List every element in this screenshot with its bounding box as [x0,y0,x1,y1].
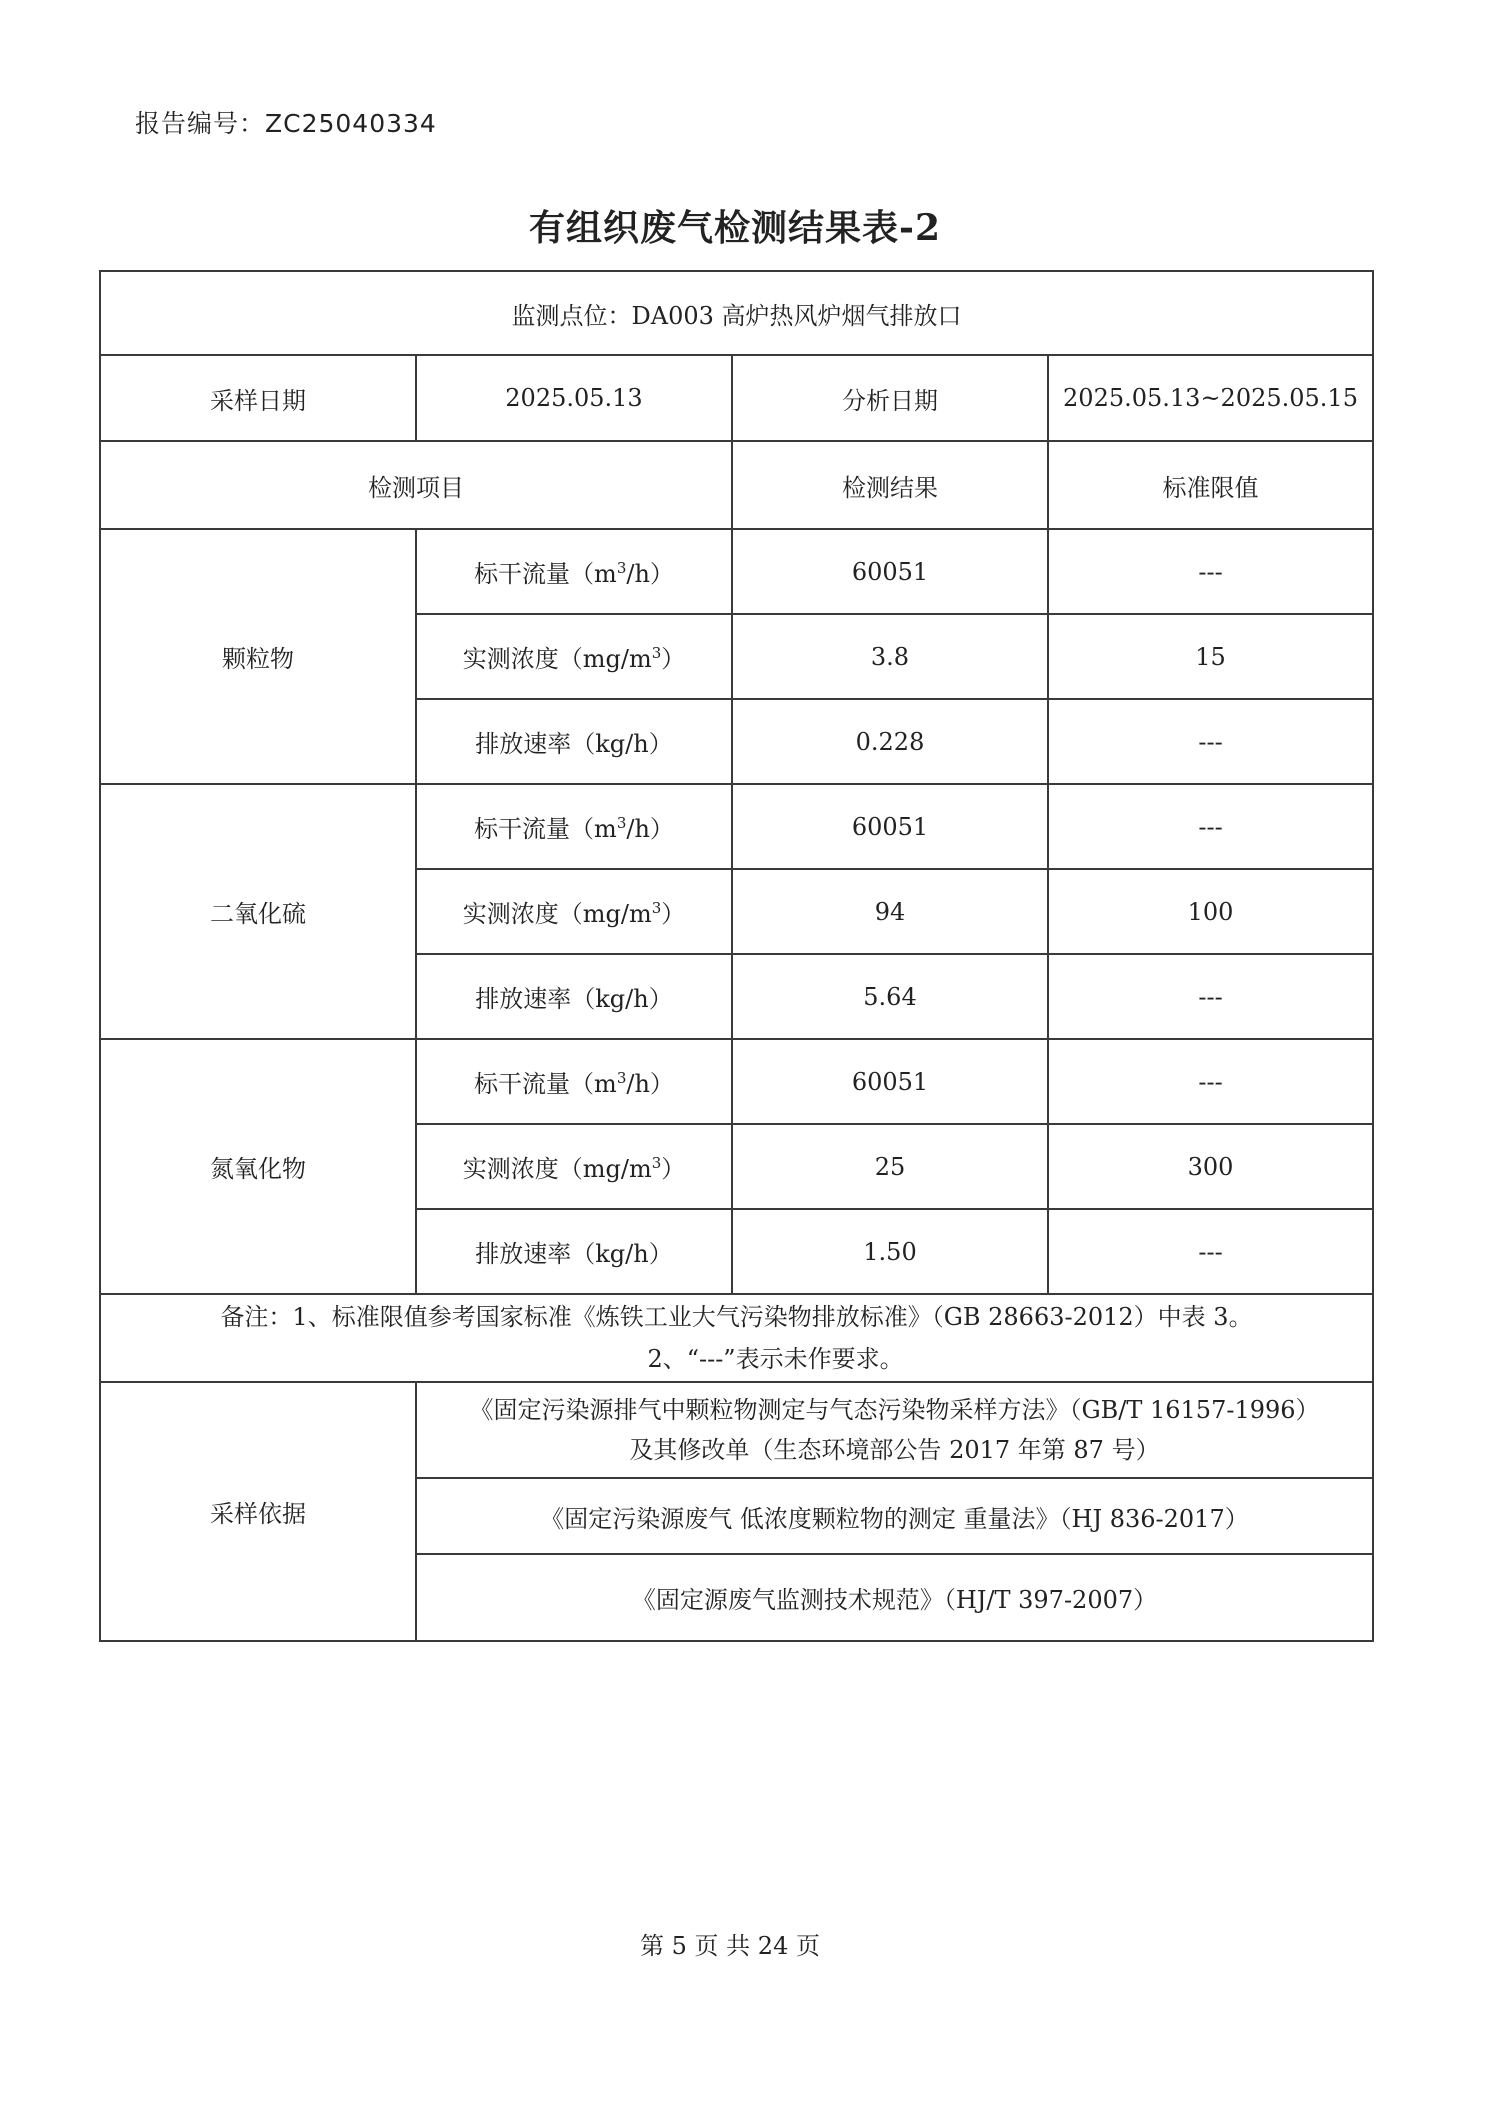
limit-value: 100 [1048,869,1373,954]
header-limit: 标准限值 [1048,441,1373,529]
notes-row [100,1294,1373,1382]
sampling-date: 2025.05.13 [416,355,732,441]
sampling-basis-label: 采样依据 [100,1382,416,1641]
param-rate: 排放速率（kg/h） [416,1209,732,1294]
param-flow: 标干流量$(m^3/h)$ [416,1039,732,1124]
param-flow: 标干流量$(m^3/h)$ [416,784,732,869]
result-value: 25 [732,1124,1048,1209]
basis-line: 及其修改单（生态环境部公告 2017 年第 87 号） [629,1436,1160,1464]
header-result: 检测结果 [732,441,1048,529]
limit-value: --- [1048,1209,1373,1294]
param-conc: 实测浓度$(mg/m^3)$ [416,869,732,954]
result-value: 5.64 [732,954,1048,1039]
table-row [100,529,1373,614]
result-value: 0.228 [732,699,1048,784]
notes [100,1294,1373,1382]
monitoring-location: 监测点位：DA003 高炉热风炉烟气排放口 [100,271,1373,355]
pollutant-name: 二氧化硫 [100,784,416,1039]
header-item: 检测项目 [100,441,732,529]
page-title: 有组织废气检测结果表-2 [529,207,941,249]
limit-value: 300 [1048,1124,1373,1209]
param-rate: 排放速率（kg/h） [416,954,732,1039]
pollutant-name: 氮氧化物 [100,1039,416,1294]
limit-value: 15 [1048,614,1373,699]
location-row [100,271,1373,355]
limit-value: --- [1048,784,1373,869]
result-value: 1.50 [732,1209,1048,1294]
result-table [99,270,1374,1642]
basis-item [416,1382,1373,1478]
sampling-date-label: 采样日期 [100,355,416,441]
result-value: 3.8 [732,614,1048,699]
result-value: 94 [732,869,1048,954]
limit-value: --- [1048,699,1373,784]
pollutant-name: 颗粒物 [100,529,416,784]
table-row [100,1039,1373,1124]
result-value: 60051 [732,529,1048,614]
param-conc: 实测浓度$(mg/m^3)$ [416,1124,732,1209]
limit-value: --- [1048,954,1373,1039]
param-rate: 排放速率（kg/h） [416,699,732,784]
analysis-date-label: 分析日期 [732,355,1048,441]
result-value: 60051 [732,1039,1048,1124]
page-footer: 第 5 页 共 24 页 [640,1932,820,1960]
limit-value: --- [1048,1039,1373,1124]
note-line-2: 2、“---”表示未作要求。 [647,1345,904,1373]
param-conc: 实测浓度$(mg/m^3)$ [416,614,732,699]
report-number: 报告编号：ZC25040334 [135,109,437,138]
date-row [100,355,1373,441]
basis-line: 《固定污染源排气中颗粒物测定与气态污染物采样方法》（GB/T 16157-1996） [469,1396,1320,1424]
basis-item: 《固定源废气监测技术规范》（HJ/T 397-2007） [416,1554,1373,1641]
note-line-1: 备注：1、标准限值参考国家标准《炼铁工业大气污染物排放标准》（GB 28663-2012）中表 3。 [220,1303,1253,1331]
basis-row [100,1382,1373,1478]
analysis-date: 2025.05.13~2025.05.15 [1048,355,1373,441]
result-value: 60051 [732,784,1048,869]
limit-value: --- [1048,529,1373,614]
basis-item: 《固定污染源废气 低浓度颗粒物的测定 重量法》（HJ 836-2017） [416,1478,1373,1554]
table-row [100,784,1373,869]
param-flow: 标干流量$(m^3/h)$ [416,529,732,614]
header-row [100,441,1373,529]
